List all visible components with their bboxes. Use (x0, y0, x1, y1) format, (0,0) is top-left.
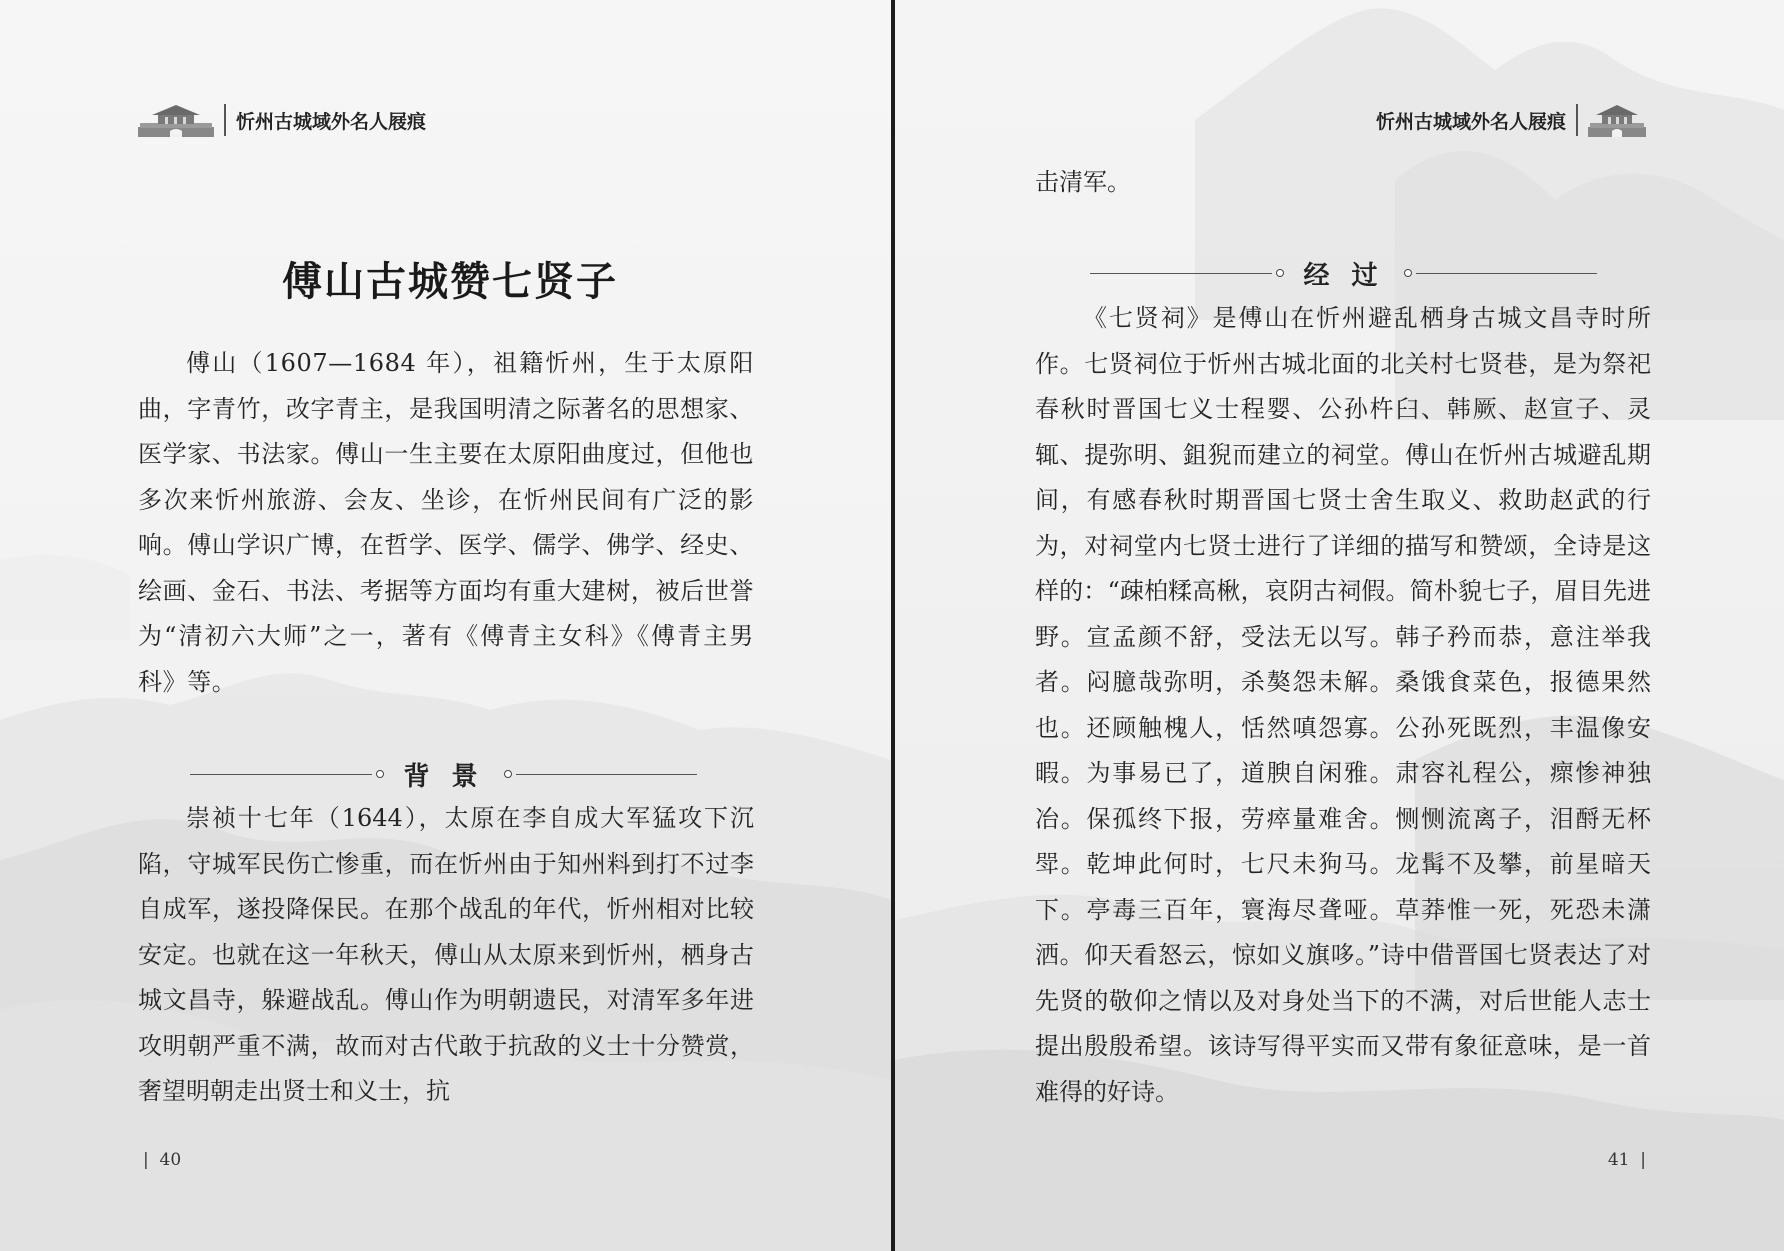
city-gate-icon (138, 103, 214, 137)
heading-rule-right (516, 774, 698, 775)
background-paragraph-block (138, 796, 754, 1115)
right-page (895, 0, 1784, 1251)
heading-rule-left (190, 774, 372, 775)
left-running-header (138, 100, 426, 140)
heading-ornament-left (376, 770, 384, 778)
intro-paragraph-block (138, 341, 754, 705)
course-paragraph: 《七贤祠》是傅山在忻州避乱栖身古城文昌寺时所作。七贤祠位于忻州古城北面的北关村七贤巷，是为祭祀春秋时晋国七义士程婴、公孙杵臼、韩厥、赵宣子、灵辄、提弥明、鉏猊而建立的祠堂。傅山在忻州古城避乱期间，有感春秋时期晋国七贤士舍生取义、救助赵武的行为，对祠堂内七贤士进行了详细的描写和赞颂，全诗是这样的：“疎柏糅高楸，哀阴古祠假。简朴貌七子，眉目先进野。宣孟颜不舒，受法无以写。韩子矜而恭，意注举我者。闷臆哉弥明，杀獒怨未解。桑饿食菜色，报德果然也。还顾触槐人，恬然嗔怨寡。公孙死既烈，丰温像安暇。为事易已了，道腴自闲雅。肃容礼程公，瘝惨神独冶。保孤终下报，劳瘁量难舍。恻恻流离子，泪酹无杯斝。乾坤此何时，七尺未狗马。龙髯不及攀，前星暗天下。亭毒三百年，寰海尽聋哑。草莽惟一死，死恐未潇洒。仰天看怒云，惊如义旗哆。”诗中借晋国七贤表达了对先贤的敬仰之情以及对身处当下的不满，对后世能人志士提出殷殷希望。该诗写得平实而又带有象征意味，是一首难得的好诗。 (1035, 304, 1651, 1106)
course-paragraph-block (1035, 296, 1651, 1115)
intro-paragraph: 傅山（1607—1684 年），祖籍忻州，生于太原阳曲，字青竹，改字青主，是我国明清之际著名的思想家、医学家、书法家。傅山一生主要在太原阳曲度过，但他也多次来忻州旅游、会友、坐诊，在忻州民间有广泛的影响。傅山学识广博，在哲学、医学、儒学、佛学、经史、绘画、金石、书法、考据等方面均有重大建树，被后世誉为“清初六大师”之一，著有《傅青主女科》《傅青主男科》等。 (138, 349, 754, 696)
header-divider (224, 104, 226, 136)
page-number-bar: | (1629, 1150, 1646, 1170)
heading-rule-right (1416, 273, 1598, 274)
heading-ornament-right (504, 770, 512, 778)
page-number-value: 40 (159, 1150, 182, 1170)
page-number-value: 41 (1607, 1150, 1630, 1170)
city-gate-icon (1588, 103, 1646, 137)
section-heading-label: 经过 (1303, 260, 1400, 291)
left-page (0, 0, 891, 1251)
page-number-bar: | (143, 1150, 160, 1170)
heading-ornament-right (1404, 269, 1412, 277)
background-paragraph: 崇祯十七年（1644），太原在李自成大军猛攻下沉陷，守城军民伤亡惨重，而在忻州由于知州料到打不过李自成军，遂投降保民。在那个战乱的年代，忻州相对比较安定。也就在这一年秋天，傅山从太原来到忻州，栖身古城文昌寺，躲避战乱。傅山作为明朝遗民，对清军多年进攻明朝严重不满，故而对古代敢于抗敌的义士十分赞赏，奢望明朝走出贤士和义士，抗 (138, 804, 754, 1105)
running-title: 忻州古城域外名人屐痕 (236, 110, 427, 133)
right-running-header (1376, 100, 1646, 140)
continuation-text: 击清军。 (1035, 168, 1131, 196)
page-number-left (143, 1150, 181, 1170)
header-divider (1576, 104, 1578, 136)
heading-rule-left (1090, 273, 1272, 274)
section-heading-background (190, 757, 697, 791)
running-title: 忻州古城域外名人屐痕 (1375, 110, 1566, 133)
heading-ornament-left (1276, 269, 1284, 277)
continuation-block (1035, 160, 1651, 206)
chapter-title: 傅山古城赞七贤子 (282, 258, 618, 305)
section-heading-course (1090, 256, 1597, 290)
page-number-right (1608, 1150, 1646, 1170)
section-heading-label: 背景 (403, 761, 500, 792)
